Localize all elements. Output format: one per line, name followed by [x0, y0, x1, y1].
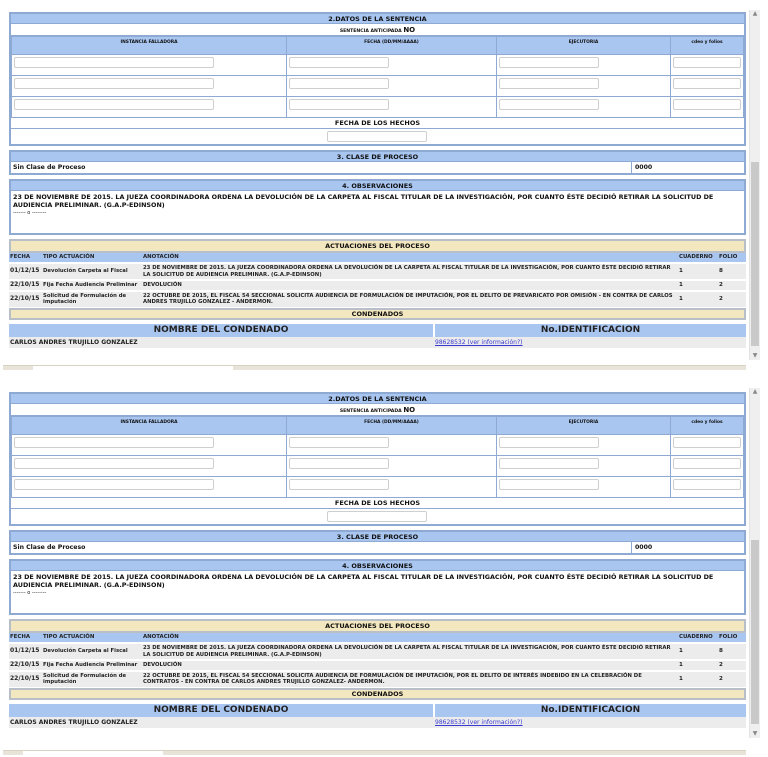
act-col-cuaderno: CUADERNO [678, 633, 718, 643]
actuacion-row [9, 280, 746, 291]
cdeo-folios-input[interactable] [673, 78, 741, 89]
cond-col-nombre: NOMBRE DEL CONDENADO [9, 324, 434, 337]
col-cdeo-folios: cdeo y folios [671, 417, 744, 435]
cdeo-folios-input[interactable] [673, 437, 741, 448]
instancia-falladora-input[interactable] [14, 99, 214, 110]
actuacion-tipo: Solicitud de Formulación de imputación [42, 671, 142, 687]
actuacion-folio: 8 [718, 263, 746, 280]
act-col-cuaderno: CUADERNO [678, 253, 718, 263]
actuacion-tipo: Fija Fecha Audiencia Preliminar [42, 280, 142, 291]
sentencia-grid [11, 416, 744, 498]
cond-col-identificacion: No.IDENTIFICACION [434, 704, 746, 717]
sentencia-input-row [12, 76, 744, 97]
clase-proceso-title: 3. CLASE DE PROCESO [11, 532, 744, 542]
scroll-down-arrow-icon[interactable]: ▼ [752, 352, 758, 359]
actuacion-fecha: 22/10/15 [9, 660, 42, 671]
ejecutoria-input[interactable] [499, 78, 599, 89]
actuacion-cuaderno: 1 [678, 291, 718, 307]
ejecutoria-input[interactable] [499, 57, 599, 68]
actuaciones-table [9, 253, 746, 307]
instancia-falladora-input[interactable] [14, 78, 214, 89]
condenado-row [9, 337, 746, 348]
fecha-hechos-label: FECHA DE LOS HECHOS [11, 118, 744, 129]
actuacion-row [9, 660, 746, 671]
act-col-folio: FOLIO [718, 633, 746, 643]
sentencia-input-row [12, 477, 744, 498]
instancia-falladora-input[interactable] [14, 479, 214, 490]
observaciones-separator: ------- o -------- [13, 590, 47, 596]
observaciones-title: 4. OBSERVACIONES [11, 181, 744, 191]
scrollbar-thumb[interactable] [751, 540, 759, 724]
fecha-input[interactable] [289, 99, 389, 110]
process-detail-content [9, 12, 746, 348]
actuaciones-title: ACTUACIONES DEL PROCESO [11, 621, 744, 631]
fecha-input[interactable] [289, 458, 389, 469]
actuacion-row [9, 643, 746, 660]
fecha-input[interactable] [289, 479, 389, 490]
actuacion-folio: 2 [718, 291, 746, 307]
sentencia-section [9, 392, 746, 526]
act-col-folio: FOLIO [718, 253, 746, 263]
act-col-tipo: TIPO ACTUACIÓN [42, 253, 142, 263]
observaciones-section [9, 559, 746, 615]
clase-proceso-title: 3. CLASE DE PROCESO [11, 152, 744, 162]
clase-proceso-code: 0000 [631, 542, 652, 553]
condenados-title: CONDENADOS [9, 308, 746, 320]
actuacion-cuaderno: 1 [678, 263, 718, 280]
cdeo-folios-input[interactable] [673, 479, 741, 490]
ejecutoria-input[interactable] [499, 458, 599, 469]
vertical-scrollbar[interactable] [749, 388, 760, 738]
sentencia-title: 2.DATOS DE LA SENTENCIA [11, 394, 744, 404]
actuacion-row [9, 291, 746, 307]
act-col-anotacion: ANOTACIÓN [142, 633, 678, 643]
actuacion-anotacion: DEVOLUCIÓN [142, 660, 678, 671]
scroll-down-arrow-icon[interactable]: ▼ [752, 730, 758, 737]
cdeo-folios-input[interactable] [673, 458, 741, 469]
horizontal-scrollbar[interactable] [3, 750, 746, 755]
clase-proceso-value: Sin Clase de Proceso [13, 164, 86, 171]
actuacion-folio: 8 [718, 643, 746, 660]
screenshot-panel-1 [0, 0, 768, 372]
clase-proceso-code: 0000 [631, 162, 652, 173]
sentencia-section [9, 12, 746, 146]
instancia-falladora-input[interactable] [14, 57, 214, 68]
observaciones-text: 23 DE NOVIEMBRE DE 2015. LA JUEZA COORDINADORA ORDENA LA DEVOLUCIÓN DE LA CARPETA AL FISCAL TITULAR DE LA INVESTIGACIÓN, POR CUANTO ÉSTE DECIDIÓ RETIRAR LA SOLICITUD DE AUDIENCIA PRELIMINAR. (G.A.P-EDINSON) [13, 193, 714, 209]
actuaciones-title: ACTUACIONES DEL PROCESO [11, 241, 744, 251]
actuaciones-header-box [9, 239, 746, 253]
clase-proceso-section [9, 150, 746, 175]
screenshot-panel-2 [0, 380, 768, 757]
col-ejecutoria: EJECUTORIA [497, 417, 671, 435]
condenados-table [9, 324, 746, 348]
clase-proceso-section [9, 530, 746, 555]
sentencia-input-row [12, 456, 744, 477]
actuacion-fecha: 22/10/15 [9, 291, 42, 307]
vertical-scrollbar[interactable] [749, 10, 760, 360]
actuacion-folio: 2 [718, 660, 746, 671]
sentencia-grid [11, 36, 744, 118]
actuacion-anotacion: DEVOLUCIÓN [142, 280, 678, 291]
actuacion-fecha: 22/10/15 [9, 280, 42, 291]
sentencia-anticipada-value: NO [403, 26, 416, 34]
actuacion-anotacion: 22 OCTUBRE DE 2015, EL FISCAL 54 SECCIONAL SOLICITA AUDIENCIA DE FORMULACIÓN DE IMPUTACIÓN, POR EL DELITO DE INTERÉS INDEBIDO EN LA CELEBRACIÓN DE CONTRATOS - EN CONTRA DE CARLOS ANDRES TRUJILLO GONZALEZ- ANDERMON. [142, 671, 678, 687]
observaciones-section [9, 179, 746, 235]
actuacion-row [9, 263, 746, 280]
instancia-falladora-input[interactable] [14, 458, 214, 469]
actuacion-anotacion: 23 DE NOVIEMBRE DE 2015. LA JUEZA COORDINADORA ORDENA LA DEVOLUCIÓN DE LA CARPETA AL FISCAL TITULAR DE LA INVESTIGACIÓN, POR CUANTO ÉSTE DECIDIÓ RETIRAR LA SOLICITUD DE AUDIENCIA PRELIMINAR. (G.A.P-EDINSON) [142, 643, 678, 660]
sentencia-input-row [12, 435, 744, 456]
sentencia-anticipada-label: SENTENCIA ANTICIPADA [339, 29, 402, 34]
cdeo-folios-input[interactable] [673, 99, 741, 110]
actuacion-cuaderno: 1 [678, 671, 718, 687]
sentencia-anticipada [11, 24, 744, 36]
cond-col-identificacion: No.IDENTIFICACION [434, 324, 746, 337]
sentencia-title: 2.DATOS DE LA SENTENCIA [11, 14, 744, 24]
actuacion-cuaderno: 1 [678, 280, 718, 291]
condenado-row [9, 717, 746, 728]
condenado-nombre: CARLOS ANDRES TRUJILLO GONZALEZ [9, 717, 434, 728]
condenado-nombre: CARLOS ANDRES TRUJILLO GONZALEZ [9, 337, 434, 348]
col-fecha: FECHA (DD/MM/AAAA) [287, 37, 497, 55]
horizontal-scrollbar-thumb[interactable] [23, 751, 163, 755]
actuacion-tipo: Fija Fecha Audiencia Preliminar [42, 660, 142, 671]
cdeo-folios-input[interactable] [673, 57, 741, 68]
actuacion-anotacion: 23 DE NOVIEMBRE DE 2015. LA JUEZA COORDINADORA ORDENA LA DEVOLUCIÓN DE LA CARPETA AL FISCAL TITULAR DE LA INVESTIGACIÓN, POR CUANTO ÉSTE DECIDIÓ RETIRAR LA SOLICITUD DE AUDIENCIA PRELIMINAR. (G.A.P-EDINSON) [142, 263, 678, 280]
condenado-id-link[interactable]: 98628532 (ver información?) [434, 337, 746, 348]
sentencia-anticipada-label: SENTENCIA ANTICIPADA [339, 409, 402, 414]
actuacion-folio: 2 [718, 671, 746, 687]
actuacion-folio: 2 [718, 280, 746, 291]
scroll-up-arrow-icon[interactable]: ▲ [752, 388, 758, 395]
scroll-up-arrow-icon[interactable]: ▲ [752, 10, 758, 17]
fecha-hechos-input[interactable] [327, 511, 427, 522]
col-ejecutoria: EJECUTORIA [497, 37, 671, 55]
actuacion-anotacion: 22 OCTUBRE DE 2015, EL FISCAL 54 SECCIONAL SOLICITA AUDIENCIA DE FORMULACIÓN DE IMPUTACIÓN, POR EL DELITO DE PREVARICATO POR OMISIÓN - EN CONTRA DE CARLOS ANDRES TRUJILLO GONZALEZ - ANDERMON. [142, 291, 678, 307]
observaciones-text: 23 DE NOVIEMBRE DE 2015. LA JUEZA COORDINADORA ORDENA LA DEVOLUCIÓN DE LA CARPETA AL FISCAL TITULAR DE LA INVESTIGACIÓN, POR CUANTO ÉSTE DECIDIÓ RETIRAR LA SOLICITUD DE AUDIENCIA PRELIMINAR. (G.A.P-EDINSON) [13, 573, 714, 589]
observaciones-separator: ------- o -------- [13, 210, 47, 216]
actuacion-fecha: 01/12/15 [9, 643, 42, 660]
sentencia-anticipada-value: NO [403, 406, 416, 414]
act-col-fecha: FECHA [9, 253, 42, 263]
fecha-hechos-input[interactable] [327, 131, 427, 142]
observaciones-title: 4. OBSERVACIONES [11, 561, 744, 571]
actuacion-fecha: 01/12/15 [9, 263, 42, 280]
actuacion-tipo: Devolución Carpeta al Fiscal [42, 643, 142, 660]
actuacion-tipo: Devolución Carpeta al Fiscal [42, 263, 142, 280]
ejecutoria-input[interactable] [499, 437, 599, 448]
condenados-table [9, 704, 746, 728]
clase-proceso-value: Sin Clase de Proceso [13, 544, 86, 551]
actuacion-cuaderno: 1 [678, 660, 718, 671]
condenados-title: CONDENADOS [9, 688, 746, 700]
fecha-input[interactable] [289, 57, 389, 68]
fecha-input[interactable] [289, 437, 389, 448]
actuacion-tipo: Solicitud de Formulación de imputación [42, 291, 142, 307]
col-instancia-falladora: INSTANCIA FALLADORA [12, 417, 287, 435]
cond-col-nombre: NOMBRE DEL CONDENADO [9, 704, 434, 717]
act-col-tipo: TIPO ACTUACIÓN [42, 633, 142, 643]
instancia-falladora-input[interactable] [14, 437, 214, 448]
horizontal-scrollbar-thumb[interactable] [33, 366, 233, 370]
actuaciones-table [9, 633, 746, 687]
actuacion-row [9, 671, 746, 687]
scrollbar-thumb[interactable] [751, 162, 759, 346]
actuacion-fecha: 22/10/15 [9, 671, 42, 687]
actuaciones-header-box [9, 619, 746, 633]
act-col-fecha: FECHA [9, 633, 42, 643]
sentencia-input-row [12, 97, 744, 118]
act-col-anotacion: ANOTACIÓN [142, 253, 678, 263]
sentencia-input-row [12, 55, 744, 76]
process-detail-content [9, 392, 746, 728]
fecha-input[interactable] [289, 78, 389, 89]
actuacion-cuaderno: 1 [678, 643, 718, 660]
col-cdeo-folios: cdeo y folios [671, 37, 744, 55]
col-instancia-falladora: INSTANCIA FALLADORA [12, 37, 287, 55]
condenado-id-link[interactable]: 98628532 (ver información?) [434, 717, 746, 728]
ejecutoria-input[interactable] [499, 479, 599, 490]
fecha-hechos-label: FECHA DE LOS HECHOS [11, 498, 744, 509]
horizontal-scrollbar[interactable] [3, 365, 746, 370]
sentencia-anticipada [11, 404, 744, 416]
col-fecha: FECHA (DD/MM/AAAA) [287, 417, 497, 435]
ejecutoria-input[interactable] [499, 99, 599, 110]
